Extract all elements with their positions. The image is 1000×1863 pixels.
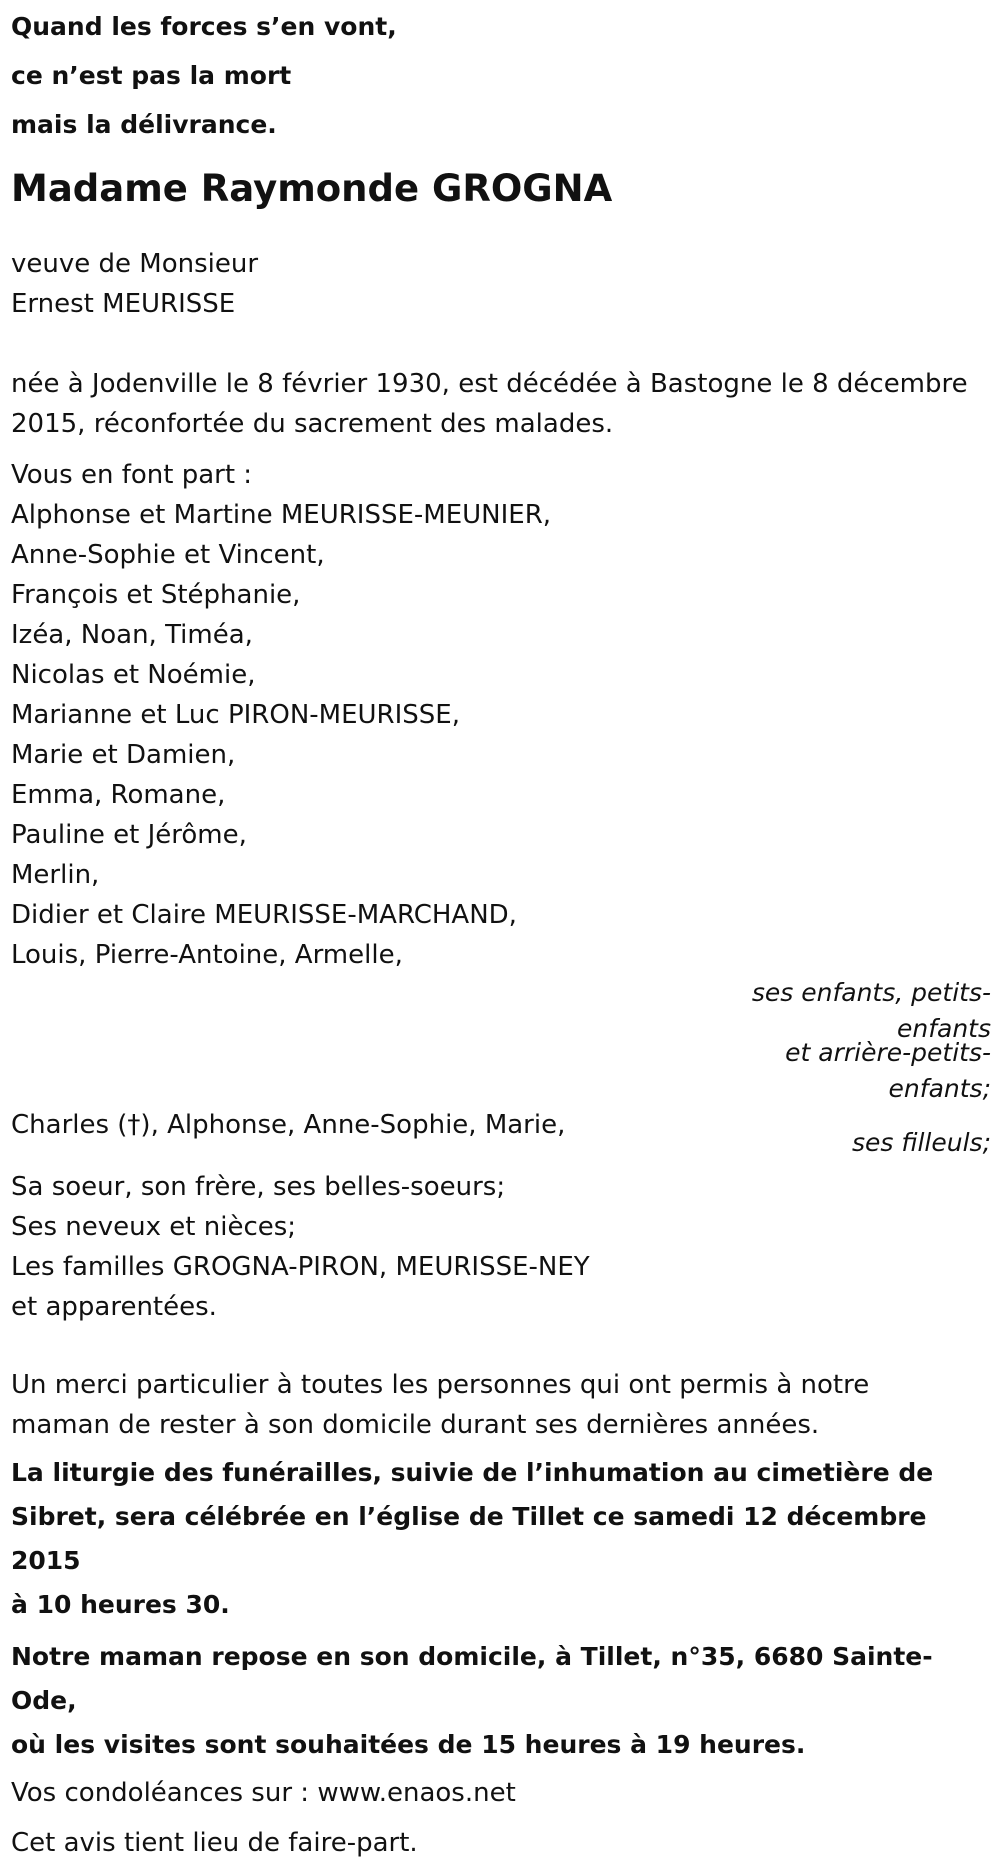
widow-line: veuve de Monsieur: [11, 249, 259, 279]
role-line: enfants;: [888, 1074, 991, 1103]
family-member: Merlin,: [11, 860, 100, 890]
birth-death-line: 2015, réconfortée du sacrement des malades.: [11, 409, 614, 439]
thanks-message: [11, 1365, 991, 1445]
family-member: Anne-Sophie et Vincent,: [11, 540, 325, 570]
relatives-list: [11, 1167, 991, 1327]
relatives-line: et apparentées.: [11, 1292, 217, 1322]
godchildren-names: Charles (†), Alphonse, Anne-Sophie, Marie,: [11, 1110, 566, 1140]
funeral-line: à 10 heures 30.: [11, 1590, 230, 1619]
role-children: [751, 975, 991, 1107]
thanks-line: maman de rester à son domicile durant ses dernières années.: [11, 1410, 820, 1440]
notice-line: Cet avis tient lieu de faire-part.: [11, 1828, 418, 1858]
funeral-line: La liturgie des funérailles, suivie de l’inhumation au cimetière de: [11, 1458, 934, 1487]
family-member: Marianne et Luc PIRON-MEURISSE,: [11, 700, 460, 730]
quote-line: Quand les forces s’en vont,: [11, 12, 397, 41]
family-member: Pauline et Jérôme,: [11, 820, 247, 850]
family-member: Louis, Pierre-Antoine, Armelle,: [11, 940, 403, 970]
birth-death-info: [11, 364, 991, 444]
birth-death-line: née à Jodenville le 8 février 1930, est décédée à Bastogne le 8 décembre: [11, 369, 968, 399]
thanks-line: Un merci particulier à toutes les personnes qui ont permis à notre: [11, 1370, 870, 1400]
family-member: Alphonse et Martine MEURISSE-MEUNIER,: [11, 500, 552, 530]
role-line: ses enfants, petits-: [751, 978, 991, 1007]
visit-line: Notre maman repose en son domicile, à Tillet, n°35, 6680 Sainte-Ode,: [11, 1642, 933, 1715]
quote-line: ce n’est pas la mort: [11, 61, 292, 90]
family-member: Didier et Claire MEURISSE-MARCHAND,: [11, 900, 517, 930]
relatives-line: Sa soeur, son frère, ses belles-soeurs;: [11, 1172, 506, 1202]
family-member: Marie et Damien,: [11, 740, 236, 770]
quote-line: mais la délivrance.: [11, 110, 277, 139]
role-line: enfants: [896, 1014, 991, 1043]
announcers-intro: Vous en font part :: [11, 460, 253, 490]
godchildren-role: ses filleuls;: [851, 1128, 991, 1157]
widow-line: Ernest MEURISSE: [11, 289, 236, 319]
family-member: Emma, Romane,: [11, 780, 226, 810]
family-member: Izéa, Noan, Timéa,: [11, 620, 253, 650]
obituary-notice: [11, 0, 991, 1863]
deceased-name: Madame Raymonde GROGNA: [11, 167, 613, 210]
family-member: Nicolas et Noémie,: [11, 660, 256, 690]
opening-quote: [11, 2, 991, 149]
condolences-line: Vos condoléances sur : www.enaos.net: [11, 1778, 516, 1808]
funeral-line: Sibret, sera célébrée en l’église de Tillet ce samedi 12 décembre 2015: [11, 1502, 927, 1575]
godchildren: [11, 1105, 991, 1163]
funeral-info: [11, 1451, 991, 1627]
family-list: [11, 495, 991, 975]
relatives-line: Ses neveux et nièces;: [11, 1212, 297, 1242]
visit-info: [11, 1635, 991, 1767]
visit-line: où les visites sont souhaitées de 15 heures à 19 heures.: [11, 1730, 806, 1759]
role-line: et arrière-petits-: [785, 1038, 991, 1067]
relatives-line: Les familles GROGNA-PIRON, MEURISSE-NEY: [11, 1252, 590, 1282]
widow-info: [11, 244, 991, 324]
family-member: François et Stéphanie,: [11, 580, 301, 610]
